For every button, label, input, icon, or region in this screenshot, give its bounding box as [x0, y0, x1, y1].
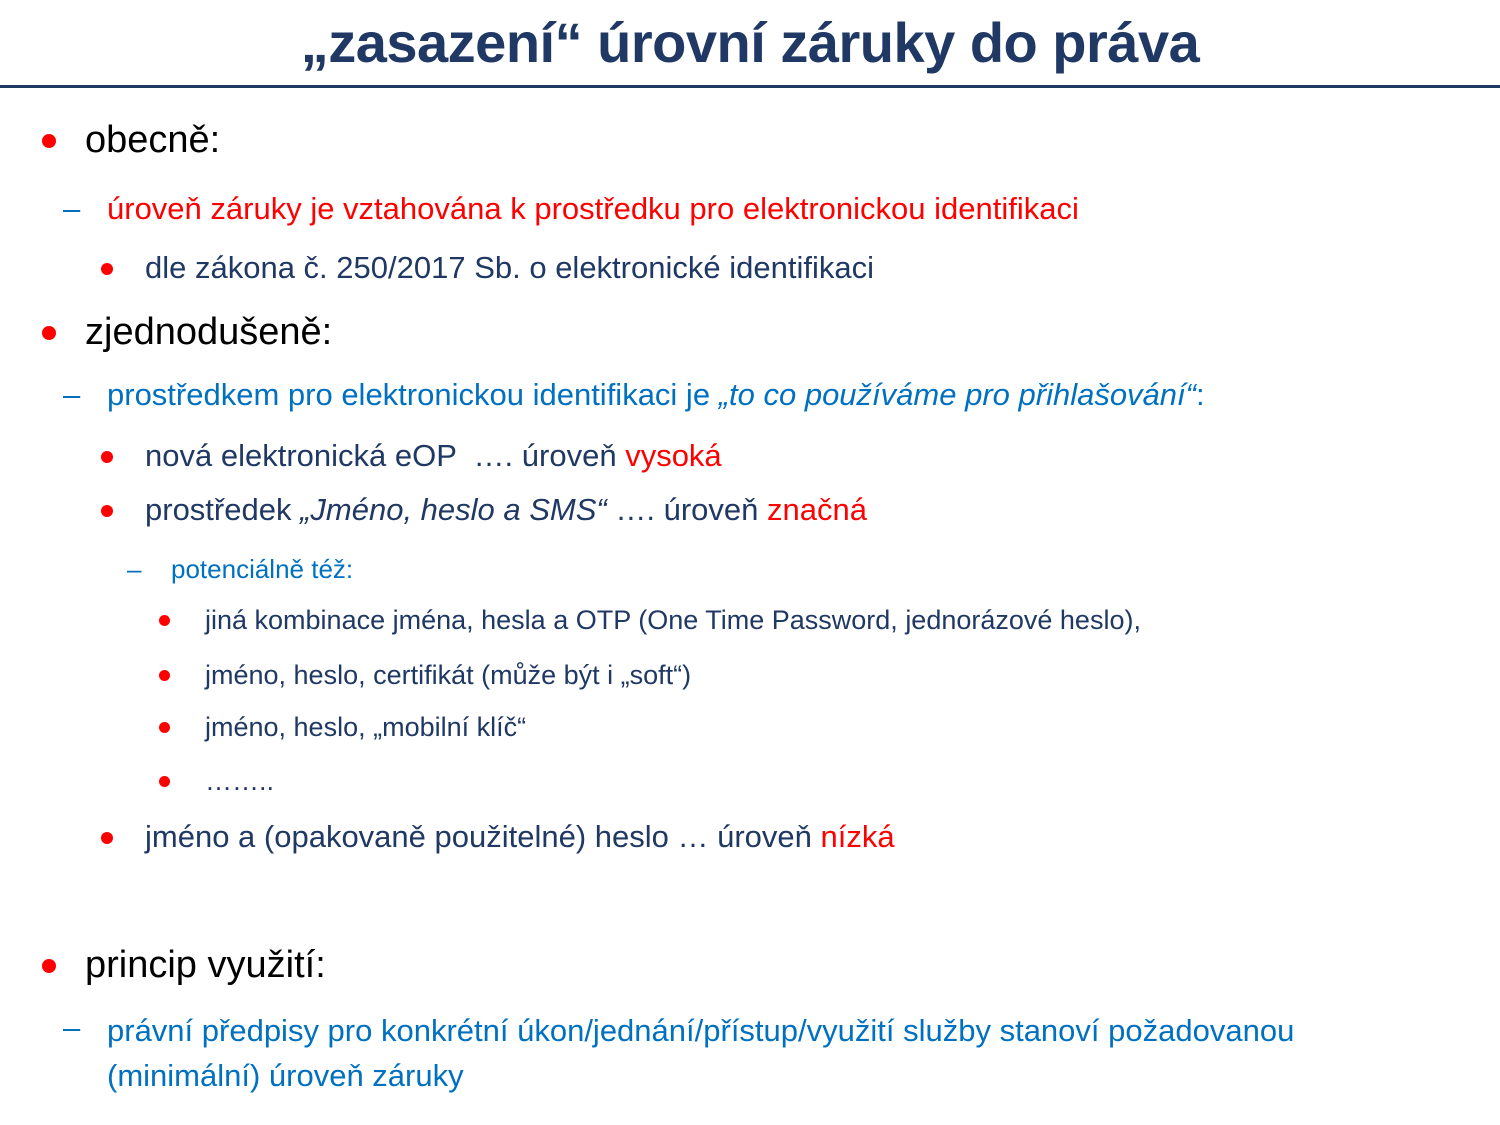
text-segment: jméno a (opakovaně použitelné) heslo … úroveň	[145, 818, 821, 854]
bullet-icon	[159, 615, 170, 626]
bullet-icon	[101, 451, 113, 463]
bullet-icon	[159, 722, 170, 733]
text-segment: …. úroveň	[606, 491, 767, 527]
list-item	[0, 943, 1500, 989]
text-segment: potenciálně též:	[171, 554, 354, 585]
bullet-icon	[42, 326, 56, 340]
bullet-icon	[101, 263, 113, 275]
dash-icon: –	[63, 1009, 81, 1045]
list-item	[0, 554, 1500, 585]
text-segment: jiná kombinace jména, hesla a OTP (One Time Password, jednorázové heslo),	[205, 605, 1141, 636]
bullet-icon	[101, 505, 113, 517]
text-segment: jméno, heslo, „mobilní klíč“	[205, 712, 527, 743]
list-item	[0, 659, 1500, 691]
text-segment: prostředek	[145, 491, 301, 527]
text-segment: zjednodušeně:	[85, 310, 333, 353]
text-segment: úroveň záruky je vztahována k prostředku pro elektronickou identifikaci	[107, 190, 1079, 226]
list-item	[0, 190, 1500, 227]
text-segment: „to co používáme pro přihlašování“	[718, 376, 1196, 412]
list-item	[0, 818, 1500, 855]
bullet-icon	[42, 134, 56, 148]
list-item	[0, 491, 1500, 528]
list-item	[0, 604, 1500, 636]
title-bar	[0, 0, 1500, 88]
list-item	[0, 118, 1500, 164]
list-item	[0, 310, 1500, 356]
text-segment: dle zákona č. 250/2017 Sb. o elektronické identifikaci	[145, 249, 874, 285]
bullet-icon	[42, 959, 56, 973]
slide-body	[0, 88, 1500, 1099]
list-item	[0, 437, 1500, 474]
list-item	[0, 711, 1500, 743]
bullet-icon	[101, 832, 113, 844]
list-item	[0, 1009, 1500, 1099]
dash-icon: –	[63, 376, 81, 412]
text-segment: :	[1195, 376, 1205, 412]
dash-icon: –	[127, 554, 142, 585]
text-segment: vysoká	[625, 437, 722, 473]
dash-icon: –	[63, 190, 81, 226]
text-segment: právní předpisy pro konkrétní úkon/jednání/přístup/využití služby stanoví požadovanou (minimální) úroveň záruky	[107, 1012, 1303, 1093]
text-segment: „Jméno, heslo a SMS“	[300, 491, 607, 527]
bullet-icon	[159, 670, 170, 681]
text-segment: jméno, heslo, certifikát (může být i „soft“)	[205, 659, 692, 690]
bullet-icon	[159, 776, 170, 787]
list-item	[0, 376, 1500, 413]
text-segment: nová elektronická eOP …. úroveň	[145, 437, 626, 473]
slide-title: „zasazení“ úrovní záruky do práva	[300, 11, 1200, 74]
list-item	[0, 249, 1500, 286]
text-segment: princip využití:	[85, 944, 326, 987]
text-segment: značná	[767, 491, 867, 527]
list-item	[0, 765, 1500, 797]
text-segment: ……..	[205, 766, 275, 797]
text-segment: obecně:	[85, 119, 221, 161]
text-segment: prostředkem pro elektronickou identifikaci je	[107, 376, 719, 412]
text-segment: nízká	[820, 818, 895, 854]
